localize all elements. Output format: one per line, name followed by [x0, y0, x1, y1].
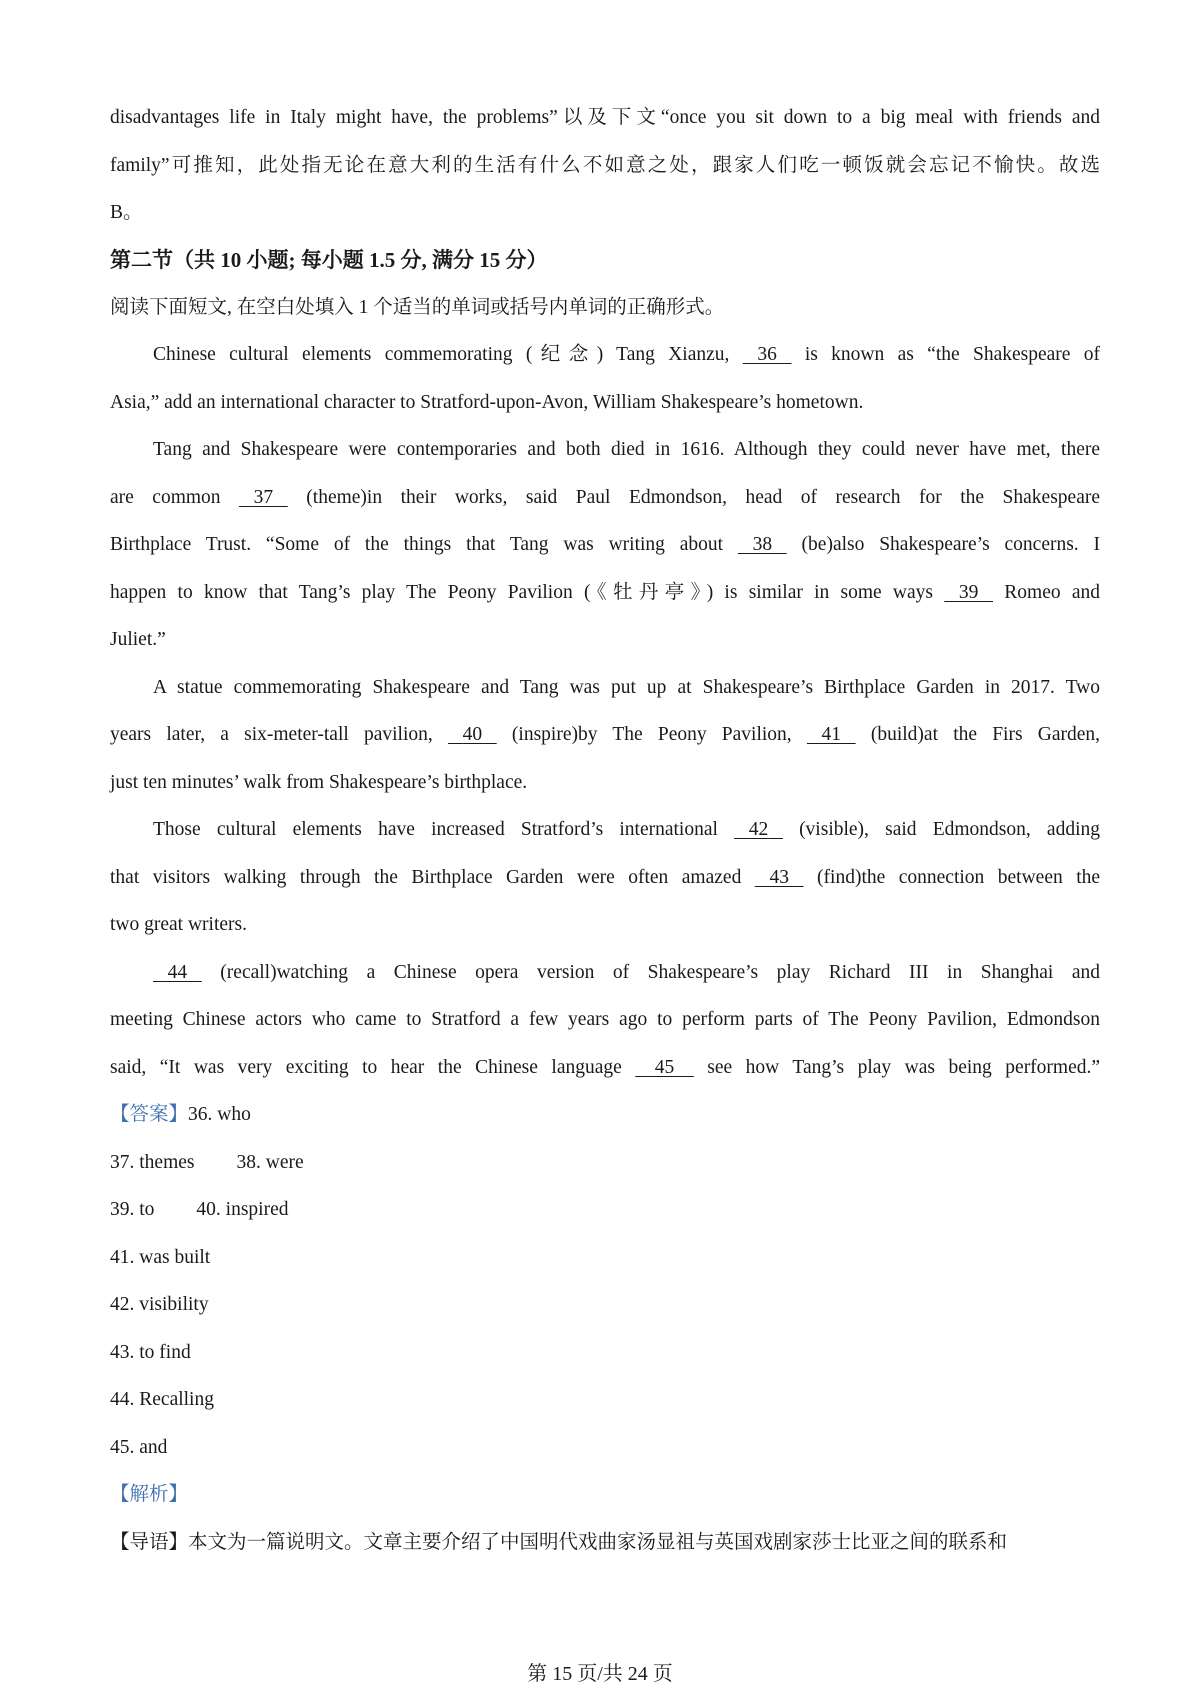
- answer-tag: 【答案】: [110, 1104, 189, 1125]
- passage-text: said, “It was very exciting to hear the Chinese language: [110, 1056, 622, 1078]
- answer-line-1: [110, 1091, 1100, 1139]
- passage-text: Chinese cultural elements commemorating (纪念) Tang Xianzu,: [153, 344, 730, 365]
- blank-45[interactable]: 45: [654, 1056, 675, 1078]
- passage-text: see how Tang’s play was being performed.”: [707, 1056, 1101, 1078]
- answer-item: 38. were: [236, 1151, 304, 1173]
- passage-p5-line-1: [110, 949, 1100, 997]
- page-footer: 第 15 页/共 24 页: [527, 1663, 673, 1685]
- passage-text: (theme)in their works, said Paul Edmondson, head of research for the Shakespeare: [306, 486, 1100, 508]
- blank-43[interactable]: 43: [769, 866, 789, 888]
- passage-text: Birthplace Trust. “Some of the things that Tang was writing about: [110, 534, 724, 555]
- passage-p2-line-1: Tang and Shakespeare were contemporaries and both died in 1616. Although they could never have met, there: [153, 439, 1100, 460]
- passage-p4-line-2: [110, 854, 1100, 902]
- guide-text: 本文为一篇说明文。文章主要介绍了中国明代戏曲家汤显祖与英国戏剧家莎士比亚之间的联系和: [188, 1531, 1008, 1553]
- intro-line-2: family”可推知，此处指无论在意大利的生活有什么不如意之处，跟家人们吃一顿饭就会忘记不愉快。故选: [110, 154, 1100, 176]
- answer-item: 37. themes: [110, 1151, 195, 1173]
- passage-p3-line-1: A statue commemorating Shakespeare and Tang was put up at Shakespeare’s Birthplace Garden in 2017. Two: [153, 676, 1100, 698]
- answer-item: 43. to find: [110, 1341, 191, 1363]
- passage-text: (recall)watching a Chinese opera version of Shakespeare’s play Richard III in Shanghai and: [220, 961, 1101, 983]
- passage-text: Those cultural elements have increased Stratford’s international: [153, 819, 718, 840]
- guide-tag: 【导语】: [110, 1531, 189, 1553]
- passage-p4-line-3: two great writers.: [110, 914, 247, 935]
- passage-text: are common: [110, 486, 221, 508]
- document-page: [110, 94, 1100, 1566]
- passage-p1-line-1: [110, 331, 1100, 379]
- passage-text: (find)the connection between the: [817, 866, 1101, 888]
- analysis-tag: 【解析】: [110, 1484, 189, 1505]
- passage-text: (inspire)by The Peony Pavilion,: [511, 724, 792, 745]
- section-instruction: 阅读下面短文, 在空白处填入 1 个适当的单词或括号内单词的正确形式。: [110, 296, 725, 318]
- passage-text: (build)at the Firs Garden,: [870, 724, 1101, 745]
- answer-line-5: [110, 1281, 1100, 1329]
- passage-p5-line-3: [110, 1044, 1100, 1092]
- blank-37[interactable]: 37: [253, 486, 274, 508]
- answer-line-2: [110, 1139, 1100, 1187]
- passage-p3-line-3: just ten minutes’ walk from Shakespeare’s birthplace.: [110, 771, 528, 793]
- blank-44[interactable]: 44: [167, 961, 188, 983]
- passage-p2-line-5: Juliet.”: [110, 629, 166, 650]
- blank-40[interactable]: 40: [462, 724, 483, 745]
- passage-text: (visible), said Edmondson, adding: [799, 819, 1101, 840]
- intro-line-1: disadvantages life in Italy might have, the problems”以及下文“once you sit down to a big meal with friends and: [110, 107, 1100, 128]
- passage-p5-line-2: meeting Chinese actors who came to Stratford a few years ago to perform parts of The Peony Pavilion, Edmondson: [110, 1009, 1100, 1030]
- answer-line-6: [110, 1329, 1100, 1377]
- passage-text: happen to know that Tang’s play The Peony Pavilion (《牡丹亭》) is similar in some ways: [110, 581, 934, 603]
- answer-item: 36. who: [188, 1104, 251, 1125]
- answer-item: 40. inspired: [196, 1199, 289, 1220]
- blank-41[interactable]: 41: [821, 724, 842, 745]
- passage-text: years later, a six-meter-tall pavilion,: [110, 724, 433, 745]
- answer-line-7: [110, 1376, 1100, 1424]
- guide-line: [110, 1519, 1100, 1567]
- intro-line-3: B。: [110, 202, 143, 223]
- passage-p1-line-2: Asia,” add an international character to Stratford-upon-Avon, William Shakespeare’s hometown.: [110, 391, 864, 413]
- answer-item: 45. and: [110, 1436, 168, 1458]
- blank-42[interactable]: 42: [748, 819, 769, 840]
- answer-line-8: [110, 1424, 1100, 1472]
- passage-p2-line-4: [110, 569, 1100, 617]
- analysis-heading: [110, 1471, 1100, 1519]
- passage-p3-line-2: [110, 711, 1100, 759]
- blank-38[interactable]: 38: [752, 534, 773, 555]
- answer-item: 41. was built: [110, 1246, 211, 1268]
- passage-text: (be)also Shakespeare’s concerns. I: [801, 534, 1101, 555]
- passage-text: that visitors walking through the Birthplace Garden were often amazed: [110, 866, 742, 888]
- passage-text: Romeo and: [1004, 581, 1100, 603]
- passage-p4-line-1: [110, 806, 1100, 854]
- answer-item: 39. to: [110, 1199, 155, 1220]
- answer-item: 44. Recalling: [110, 1389, 214, 1410]
- answer-item: 42. visibility: [110, 1294, 209, 1315]
- section-title: 第二节（共 10 小题; 每小题 1.5 分, 满分 15 分）: [110, 247, 548, 272]
- blank-36[interactable]: 36: [757, 344, 777, 365]
- blank-39[interactable]: 39: [958, 581, 979, 603]
- answer-line-3: [110, 1186, 1100, 1234]
- passage-p2-line-3: [110, 521, 1100, 569]
- answer-line-4: [110, 1234, 1100, 1282]
- passage-text: is known as “the Shakespeare of: [804, 344, 1101, 365]
- passage-p2-line-2: [110, 474, 1100, 522]
